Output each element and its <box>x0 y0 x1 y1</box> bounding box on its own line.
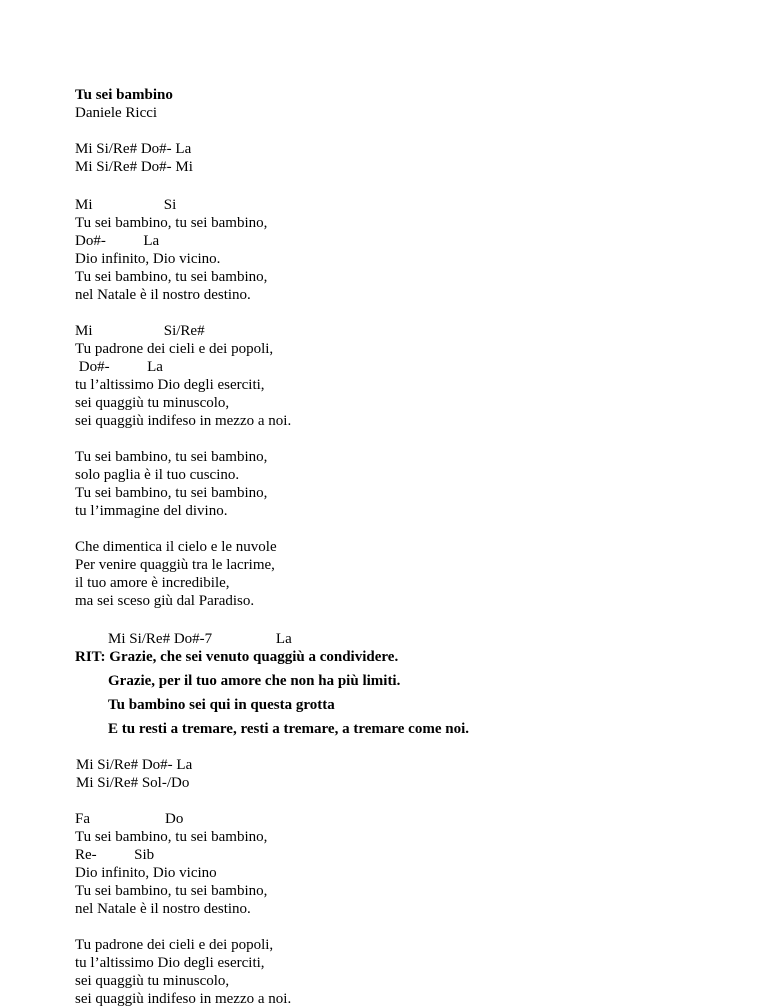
verse6-line-2: tu l’altissimo Dio degli eserciti, <box>75 955 265 971</box>
refrain-chords: Mi Si/Re# Do#-7 La <box>108 631 292 647</box>
verse5-line-4: nel Natale è il nostro destino. <box>75 901 251 917</box>
verse1-line-4: nel Natale è il nostro destino. <box>75 287 251 303</box>
verse3-line-3: Tu sei bambino, tu sei bambino, <box>75 485 268 501</box>
refrain-line-4: E tu resti a tremare, resti a tremare, a tremare come noi. <box>108 721 469 737</box>
verse6-line-4: sei quaggiù indifeso in mezzo a noi. <box>75 991 292 1007</box>
refrain-line-1: RIT: Grazie, che sei venuto quaggiù a condividere. <box>75 649 399 665</box>
verse3-line-1: Tu sei bambino, tu sei bambino, <box>75 449 268 465</box>
verse2-line-2: tu l’altissimo Dio degli eserciti, <box>75 377 265 393</box>
verse5-chords-1: Fa Do <box>75 811 184 827</box>
verse1-chords-1: Mi Si <box>75 197 177 213</box>
verse2-line-3: sei quaggiù tu minuscolo, <box>75 395 230 411</box>
verse5-chords-2: Re- Sib <box>75 847 155 863</box>
intro-chords-1: Mi Si/Re# Do#- La <box>75 141 192 157</box>
verse2-line-1: Tu padrone dei cieli e dei popoli, <box>75 341 274 357</box>
verse4-line-3: il tuo amore è incredibile, <box>75 575 230 591</box>
verse5-line-3: Tu sei bambino, tu sei bambino, <box>75 883 268 899</box>
verse4-line-2: Per venire quaggiù tra le lacrime, <box>75 557 275 573</box>
verse6-line-1: Tu padrone dei cieli e dei popoli, <box>75 937 274 953</box>
interlude-chords-2: Mi Si/Re# Sol-/Do <box>76 775 190 791</box>
verse1-line-1: Tu sei bambino, tu sei bambino, <box>75 215 268 231</box>
verse5-line-2: Dio infinito, Dio vicino <box>75 865 217 881</box>
verse2-line-4: sei quaggiù indifeso in mezzo a noi. <box>75 413 292 429</box>
verse4-line-1: Che dimentica il cielo e le nuvole <box>75 539 277 555</box>
verse2-chords-2: Do#- La <box>75 359 163 375</box>
intro-chords-2: Mi Si/Re# Do#- Mi <box>75 159 193 175</box>
song-author: Daniele Ricci <box>75 105 158 121</box>
verse6-line-3: sei quaggiù tu minuscolo, <box>75 973 230 989</box>
interlude-chords-1: Mi Si/Re# Do#- La <box>76 757 193 773</box>
verse1-line-2: Dio infinito, Dio vicino. <box>75 251 221 267</box>
verse1-chords-2: Do#- La <box>75 233 160 249</box>
verse1-line-3: Tu sei bambino, tu sei bambino, <box>75 269 268 285</box>
verse3-line-4: tu l’immagine del divino. <box>75 503 228 519</box>
verse5-line-1: Tu sei bambino, tu sei bambino, <box>75 829 268 845</box>
refrain-line-3: Tu bambino sei qui in questa grotta <box>108 697 335 713</box>
verse3-line-2: solo paglia è il tuo cuscino. <box>75 467 240 483</box>
verse4-line-4: ma sei sceso giù dal Paradiso. <box>75 593 255 609</box>
verse2-chords-1: Mi Si/Re# <box>75 323 205 339</box>
refrain-line-2: Grazie, per il tuo amore che non ha più limiti. <box>108 673 401 689</box>
song-title: Tu sei bambino <box>75 87 173 103</box>
